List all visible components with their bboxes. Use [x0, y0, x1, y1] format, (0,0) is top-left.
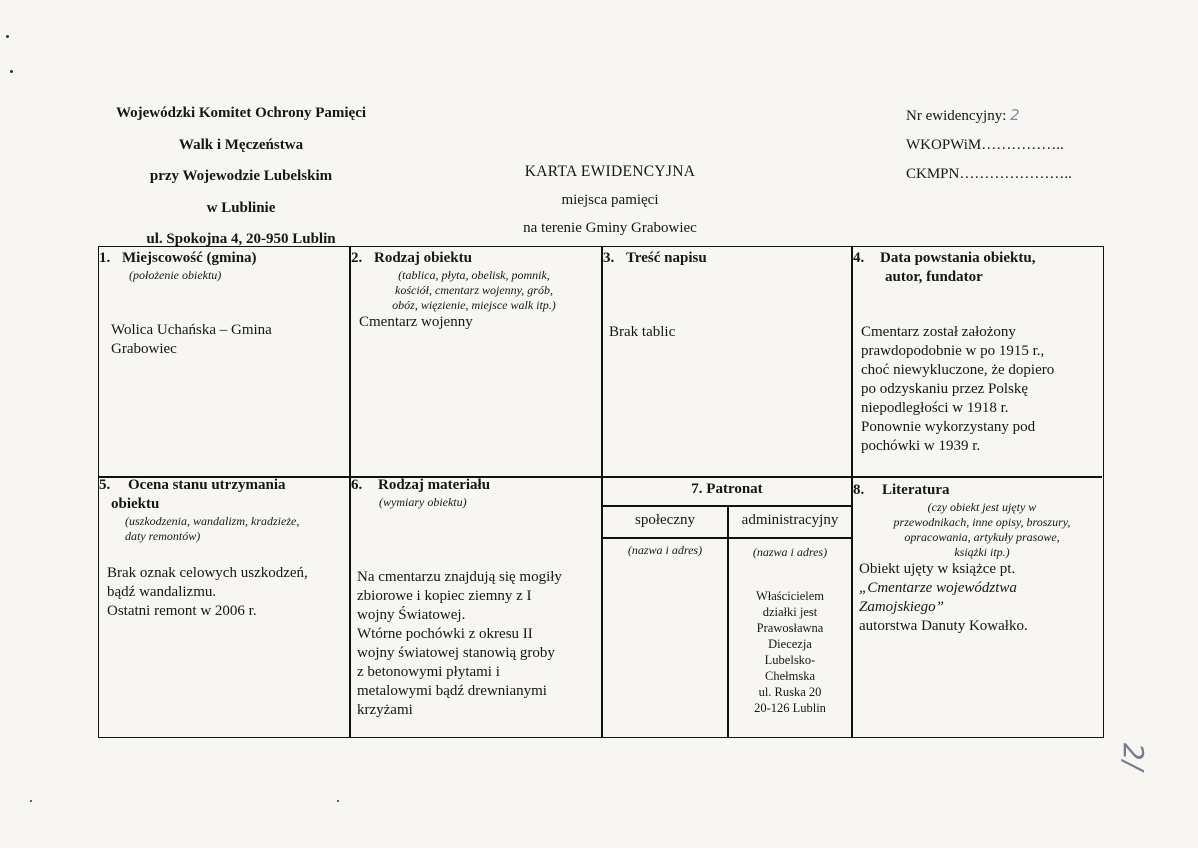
cell-subheading: obóz, więzienie, miejsce walk itp.): [392, 298, 556, 312]
material-line: krzyżami: [357, 702, 413, 718]
cell-subheading: opracowania, artykuły prasowe,: [904, 530, 1060, 544]
cell-location: [99, 249, 345, 357]
scan-speck: [30, 800, 32, 802]
patron-social-sub: (nazwa i adres): [627, 543, 703, 557]
cell-heading: Rodzaj obiektu: [374, 250, 472, 266]
record-table: [98, 246, 1104, 738]
origin-line: Cmentarz został założony: [861, 324, 1016, 340]
origin-line: choć niewykluczone, że dopiero: [861, 362, 1055, 378]
cell-heading: obiektu: [111, 496, 160, 512]
cell-subheading: przewodnikach, inne opisy, broszury,: [893, 515, 1071, 529]
material-line: wojny światowej stanowią groby: [357, 645, 555, 661]
cell-subheading: (położenie obiektu): [129, 268, 222, 282]
cell-heading: Ocena stanu utrzymania: [128, 477, 286, 493]
patron-admin-header: administracyjny: [741, 512, 839, 528]
cell-subheading: (czy obiekt jest ujęty w: [927, 500, 1037, 514]
patron-social-header: społeczny: [635, 512, 695, 528]
material-line: Na cmentarzu znajdują się mogiły: [357, 569, 562, 585]
origin-line: pochówki w 1939 r.: [861, 438, 981, 454]
cell-literature: [853, 481, 1101, 636]
origin-line: niepodległości w 1918 r.: [861, 400, 1009, 416]
cell-number: 3.: [603, 250, 615, 266]
patron-admin-sub: (nazwa i adres): [752, 545, 828, 559]
cell-heading: 7. Patronat: [691, 481, 763, 497]
grid-line: [727, 505, 729, 737]
registry-block: [906, 101, 1106, 189]
grid-line: [601, 537, 851, 539]
registry-number: [906, 101, 1106, 131]
cell-number: 4.: [853, 250, 865, 266]
material-line: zbiorowe i kopiec ziemny z I: [357, 588, 532, 604]
patron-line: ul. Ruska 20: [758, 685, 822, 699]
condition-line: Brak oznak celowych uszkodzeń,: [107, 565, 308, 581]
handwritten-page-number: 2/: [1117, 742, 1151, 771]
cell-number: 1.: [99, 250, 111, 266]
cell-subheading: (uszkodzenia, wandalizm, kradzieże,: [125, 514, 300, 528]
cell-heading: Literatura: [882, 482, 950, 498]
location-line: Wolica Uchańska – Gmina: [111, 322, 272, 338]
literature-title: Zamojskiego”: [859, 599, 945, 615]
cell-heading: Data powstania obiektu,: [880, 250, 1036, 266]
document-title-block: [470, 158, 750, 242]
scan-speck: [10, 70, 13, 73]
patron-admin-details: [731, 588, 849, 716]
scan-speck: [337, 800, 339, 802]
cell-subheading: daty remontów): [125, 529, 201, 543]
origin-line: Ponownie wykorzystany pod: [861, 419, 1036, 435]
document-subtitle: na terenie Gminy Grabowiec: [523, 220, 697, 236]
patron-line: Diecezja: [768, 637, 812, 651]
cell-inscription: [603, 249, 849, 340]
cell-patronage: [603, 480, 851, 499]
patron-line: Chełmska: [765, 669, 815, 683]
literature-line: Obiekt ujęty w książce pt.: [859, 561, 1016, 577]
material-line: wojny Światowej.: [357, 607, 466, 623]
cell-origin: [853, 249, 1101, 454]
patron-line: 20-126 Lublin: [754, 701, 826, 715]
patron-line: Prawosławna: [756, 621, 824, 635]
wkopwim-field: WKOPWiM……………..: [906, 137, 1064, 153]
cell-condition: [99, 476, 345, 619]
condition-line: Ostatni remont w 2006 r.: [107, 603, 257, 619]
inscription-value: Brak tablic: [609, 324, 676, 340]
cell-subheading: książki itp.): [954, 545, 1010, 559]
ckmpn-field: CKMPN…………………..: [906, 166, 1072, 182]
document-title: KARTA EWIDENCYJNA: [524, 163, 696, 180]
cell-heading: autor, fundator: [885, 269, 983, 285]
cell-number: 8.: [853, 482, 865, 498]
cell-heading: Miejscowość (gmina): [122, 250, 257, 266]
material-line: Wtórne pochówki z okresu II: [357, 626, 533, 642]
material-line: z betonowymi płytami i: [357, 664, 500, 680]
issuer-address: ul. Spokojna 4, 20-950 Lublin: [146, 231, 336, 247]
condition-line: bądź wandalizmu.: [107, 584, 217, 600]
document-subtitle: miejsca pamięci: [561, 192, 659, 208]
issuer-line: Wojewódzki Komitet Ochrony Pamięci: [115, 105, 367, 121]
cell-number: 6.: [351, 477, 363, 493]
cell-number: 5.: [99, 477, 111, 493]
literature-line: autorstwa Danuty Kowałko.: [859, 618, 1028, 634]
cell-heading: Rodzaj materiału: [378, 477, 491, 493]
registry-number-label: Nr ewidencyjny:: [906, 108, 1007, 124]
cell-subheading: (tablica, płyta, obelisk, pomnik,: [398, 268, 550, 282]
cell-heading: Treść napisu: [626, 250, 707, 266]
cell-subheading: kościół, cmentarz wojenny, grób,: [395, 283, 553, 297]
cell-object-type: [351, 249, 597, 332]
cell-subheading: (wymiary obiektu): [379, 495, 467, 509]
patron-line: Lubelsko-: [764, 653, 816, 667]
patron-line: Właścicielem: [755, 589, 825, 603]
material-line: metalowymi bądź drewnianymi: [357, 683, 547, 699]
patron-line: działki jest: [762, 605, 818, 619]
issuer-block: [96, 98, 386, 256]
object-type-value: Cmentarz wojenny: [359, 314, 473, 330]
grid-line: [601, 505, 851, 507]
issuer-line: Walk i Męczeństwa: [178, 136, 304, 153]
origin-line: prawdopodobnie w po 1915 r.,: [861, 343, 1045, 359]
location-line: Grabowiec: [111, 341, 177, 357]
literature-title: „Cmentarze województwa: [859, 580, 1017, 596]
scan-speck: [6, 35, 9, 38]
cell-material: [351, 476, 597, 718]
origin-line: po odzyskaniu przez Polskę: [861, 381, 1029, 397]
issuer-line: w Lublinie: [206, 199, 276, 216]
registry-number-value: 2: [1010, 106, 1020, 124]
cell-number: 2.: [351, 250, 363, 266]
issuer-line: przy Wojewodzie Lubelskim: [149, 168, 333, 184]
